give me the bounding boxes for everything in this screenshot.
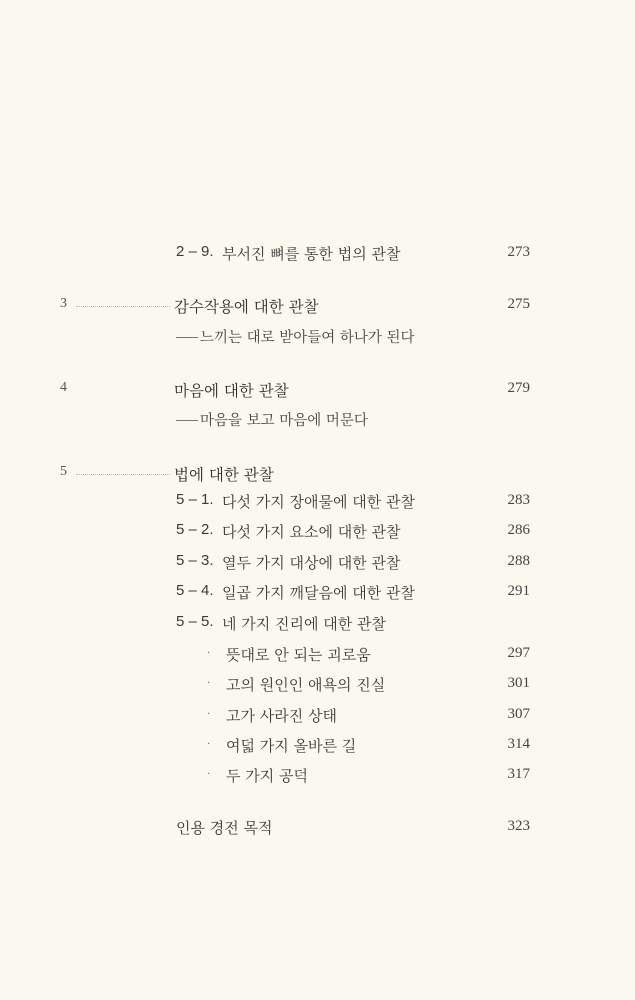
- chapter-title: 법에 대한 관찰: [174, 466, 274, 484]
- page-number: 307: [507, 706, 530, 722]
- bullet-marker: ·: [207, 769, 211, 780]
- chapter-number: 4: [60, 380, 67, 395]
- bullet-title: 고가 사라진 상태: [226, 707, 337, 725]
- section-number: 5 – 2.: [176, 521, 214, 538]
- chapter-subtitle: [176, 326, 415, 347]
- toc-entry-2-9: [0, 242, 635, 266]
- bullet-marker: ·: [207, 678, 211, 689]
- bullet-marker: ·: [207, 709, 211, 720]
- toc-entry-5-3: [0, 551, 635, 575]
- page-number: 279: [507, 380, 530, 396]
- dotted-leader: [76, 474, 170, 475]
- chapter-subtitle-text: 마음을 보고 마음에 머문다: [200, 413, 368, 429]
- toc-chapter-5: [0, 462, 635, 486]
- page-number: 301: [507, 675, 530, 691]
- toc-chapter-3: [0, 294, 635, 318]
- toc-entry-5-4: [0, 581, 635, 605]
- section-number: 5 – 1.: [176, 491, 214, 508]
- toc-entry-5-5: [0, 612, 635, 636]
- page-number: 283: [507, 492, 530, 508]
- em-dash: [176, 337, 198, 338]
- section-title: 열두 가지 대상에 대한 관찰: [222, 554, 401, 572]
- section-number: 2 – 9.: [176, 243, 214, 260]
- page-number: 291: [507, 583, 530, 599]
- page-number: 323: [507, 818, 530, 834]
- toc-chapter-3-subtitle: [0, 325, 635, 349]
- toc-bullet-item: [0, 734, 635, 758]
- bullet-title: 뜻대로 안 되는 괴로움: [226, 646, 371, 664]
- toc-entry-5-2: [0, 520, 635, 544]
- chapter-number: 5: [60, 464, 67, 479]
- page-number: 275: [507, 296, 530, 312]
- em-dash: [176, 420, 198, 421]
- toc-chapter-4-subtitle: [0, 408, 635, 432]
- page-number: 273: [507, 244, 530, 260]
- chapter-subtitle-text: 느끼는 대로 받아들여 하나가 된다: [200, 330, 415, 346]
- section-title: 부서진 뼈를 통한 법의 관찰: [222, 245, 401, 263]
- toc-bullet-item: [0, 764, 635, 788]
- page-number: 286: [507, 522, 530, 538]
- chapter-title: 감수작용에 대한 관찰: [174, 298, 319, 316]
- references-title: 인용 경전 목적: [176, 819, 273, 837]
- toc-bullet-item: [0, 704, 635, 728]
- bullet-title: 여덟 가지 올바른 길: [226, 737, 357, 755]
- page-number: 288: [507, 553, 530, 569]
- toc-chapter-4: [0, 378, 635, 402]
- section-title: 일곱 가지 깨달음에 대한 관찰: [222, 584, 415, 602]
- section-number: 5 – 3.: [176, 552, 214, 569]
- chapter-title: 마음에 대한 관찰: [174, 382, 289, 400]
- section-number: 5 – 5.: [176, 613, 214, 630]
- page-number: 314: [507, 736, 530, 752]
- page-number: 297: [507, 645, 530, 661]
- section-number: 5 – 4.: [176, 582, 214, 599]
- bullet-marker: ·: [207, 648, 211, 659]
- chapter-subtitle: [176, 409, 368, 430]
- page-number: 317: [507, 766, 530, 782]
- chapter-number: 3: [60, 296, 67, 311]
- bullet-title: 고의 원인인 애욕의 진실: [226, 676, 386, 694]
- toc-entry-5-1: [0, 490, 635, 514]
- section-title: 다섯 가지 요소에 대한 관찰: [222, 523, 401, 541]
- section-title: 네 가지 진리에 대한 관찰: [222, 615, 386, 633]
- bullet-title: 두 가지 공덕: [226, 767, 308, 785]
- toc-references: [0, 816, 635, 840]
- section-title: 다섯 가지 장애물에 대한 관찰: [222, 493, 415, 511]
- dotted-leader: [76, 306, 170, 307]
- toc-bullet-item: [0, 643, 635, 667]
- toc-bullet-item: [0, 673, 635, 697]
- bullet-marker: ·: [207, 739, 211, 750]
